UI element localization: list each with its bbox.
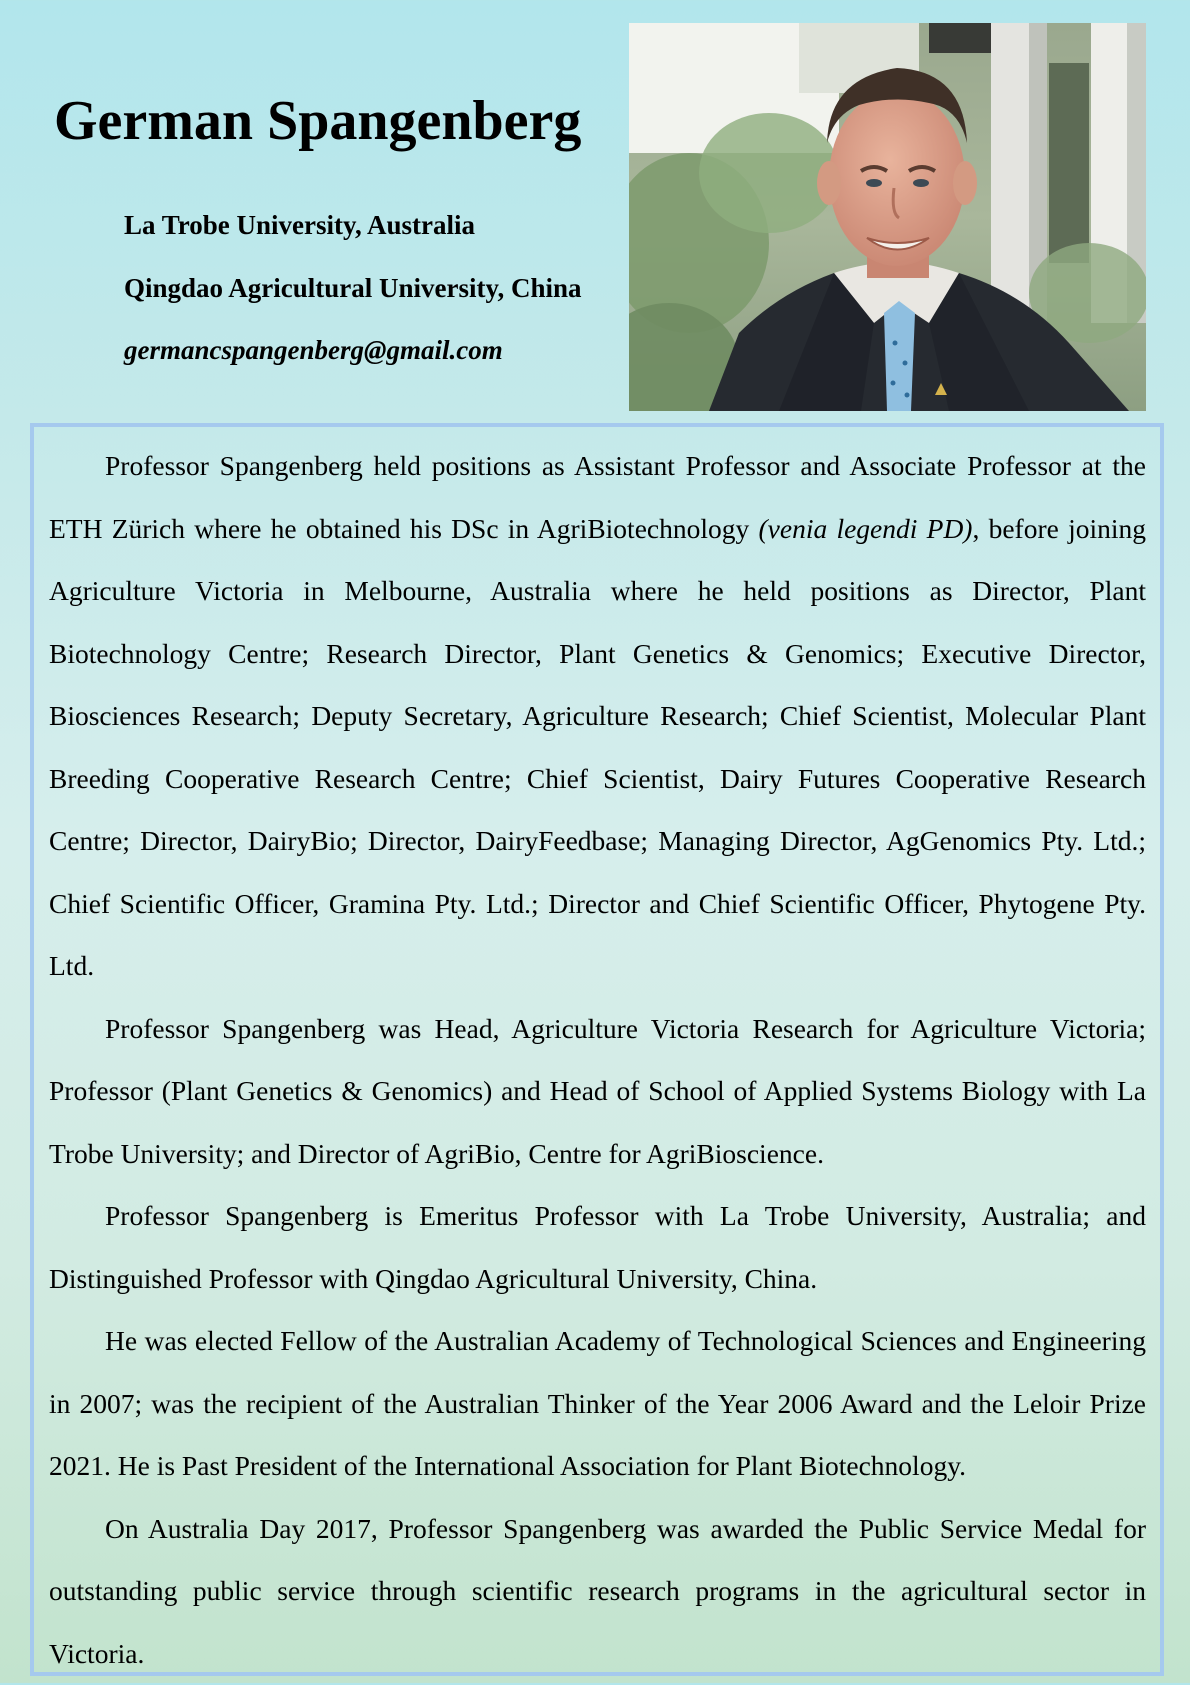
bio-paragraph-1-text: Professor Spangenberg held positions as Assistant Professor and Associate Professor at the ETH Zürich where he obtained his DSc in AgriBiotechnology: [49, 450, 1146, 544]
bio-paragraph-2: Professor Spangenberg was Head, Agriculture Victoria Research for Agriculture Victoria; Professor (Plant Genetics & Genomics) and Head of School of Applied Systems Biology with La Trobe University; and Director of AgriBio, Centre for AgriBioscience.: [49, 998, 1146, 1186]
affiliation-qingdao: Qingdao Agricultural University, China: [124, 270, 582, 306]
bio-paragraph-5: On Australia Day 2017, Professor Spangenberg was awarded the Public Service Medal for outstanding public service through scientific research programs in the agricultural sector in Victoria.: [49, 1498, 1146, 1685]
portrait-photo: [629, 23, 1146, 411]
portrait-photo-icon: [629, 23, 1146, 411]
bio-paragraph-1-italic: (venia legendi PD): [759, 513, 973, 544]
bio-paragraph-1: [49, 435, 1146, 998]
email-address: germancspangenberg@gmail.com: [124, 332, 503, 368]
bio-paragraph-4: He was elected Fellow of the Australian Academy of Technological Sciences and Engineering in 2007; was the recipient of the Australian Thinker of the Year 2006 Award and the Leloir Prize 2021. He is Past President of the International Association for Plant Biotechnology.: [49, 1310, 1146, 1498]
bio-paragraph-1-text-end: , before joining Agriculture Victoria in Melbourne, Australia where he held positions as Director, Plant Biotechnology Centre; Research Director, Plant Genetics & Genomics; Executive Director, Biosciences Research; Deputy Secretary, Agriculture Research; Chief Scientist, Molecular Plant Breeding Cooperative Research Centre; Chief Scientist, Dairy Futures Cooperative Research Centre; Director, DairyBio; Director, DairyFeedbase; Managing Director, AgGenomics Pty. Ltd.; Chief Scientific Officer, Gramina Pty. Ltd.; Director and Chief Scientific Officer, Phytogene Pty. Ltd.: [49, 513, 1146, 982]
person-name: German Spangenberg: [54, 86, 581, 156]
bio-paragraph-3: Professor Spangenberg is Emeritus Professor with La Trobe University, Australia; and Distinguished Professor with Qingdao Agricultural University, China.: [49, 1185, 1146, 1310]
affiliation-la-trobe: La Trobe University, Australia: [124, 207, 475, 243]
biography-box: [30, 423, 1164, 1676]
